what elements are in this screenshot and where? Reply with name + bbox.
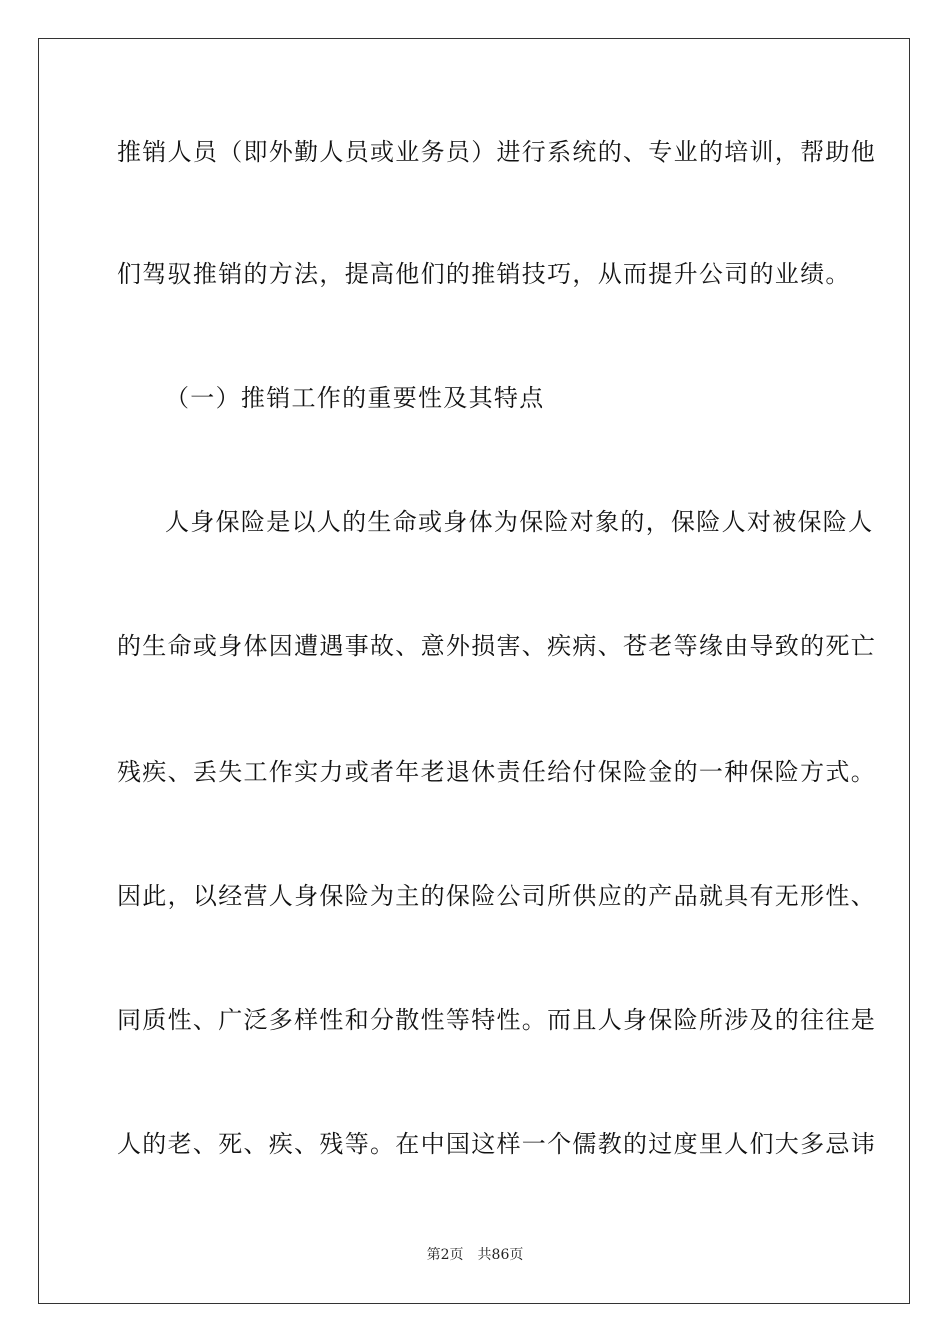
page-border	[38, 38, 910, 1304]
body-line-7: 同质性、广泛多样性和分散性等特性。而且人身保险所涉及的往往是	[117, 1006, 876, 1034]
body-line-8: 人的老、死、疾、残等。在中国这样一个儒教的过度里人们大多忌讳	[117, 1130, 876, 1158]
body-line-4: 的生命或身体因遭遇事故、意外损害、疾病、苍老等缘由导致的死亡	[117, 632, 876, 660]
body-line-5: 残疾、丢失工作实力或者年老退休责任给付保险金的一种保险方式。	[117, 758, 876, 786]
page-footer	[0, 1246, 950, 1264]
page-number: 第2页	[426, 1247, 464, 1263]
body-line-3: 人身保险是以人的生命或身体为保险对象的，保险人对被保险人	[165, 508, 874, 536]
body-line-6: 因此，以经营人身保险为主的保险公司所供应的产品就具有无形性、	[117, 882, 876, 910]
body-line-1: 推销人员（即外勤人员或业务员）进行系统的、专业的培训，帮助他	[117, 138, 876, 166]
page-total: 共86页	[477, 1247, 524, 1263]
body-line-2: 们驾驭推销的方法，提高他们的推销技巧，从而提升公司的业绩。	[117, 260, 851, 288]
section-heading: （一）推销工作的重要性及其特点	[165, 384, 545, 412]
